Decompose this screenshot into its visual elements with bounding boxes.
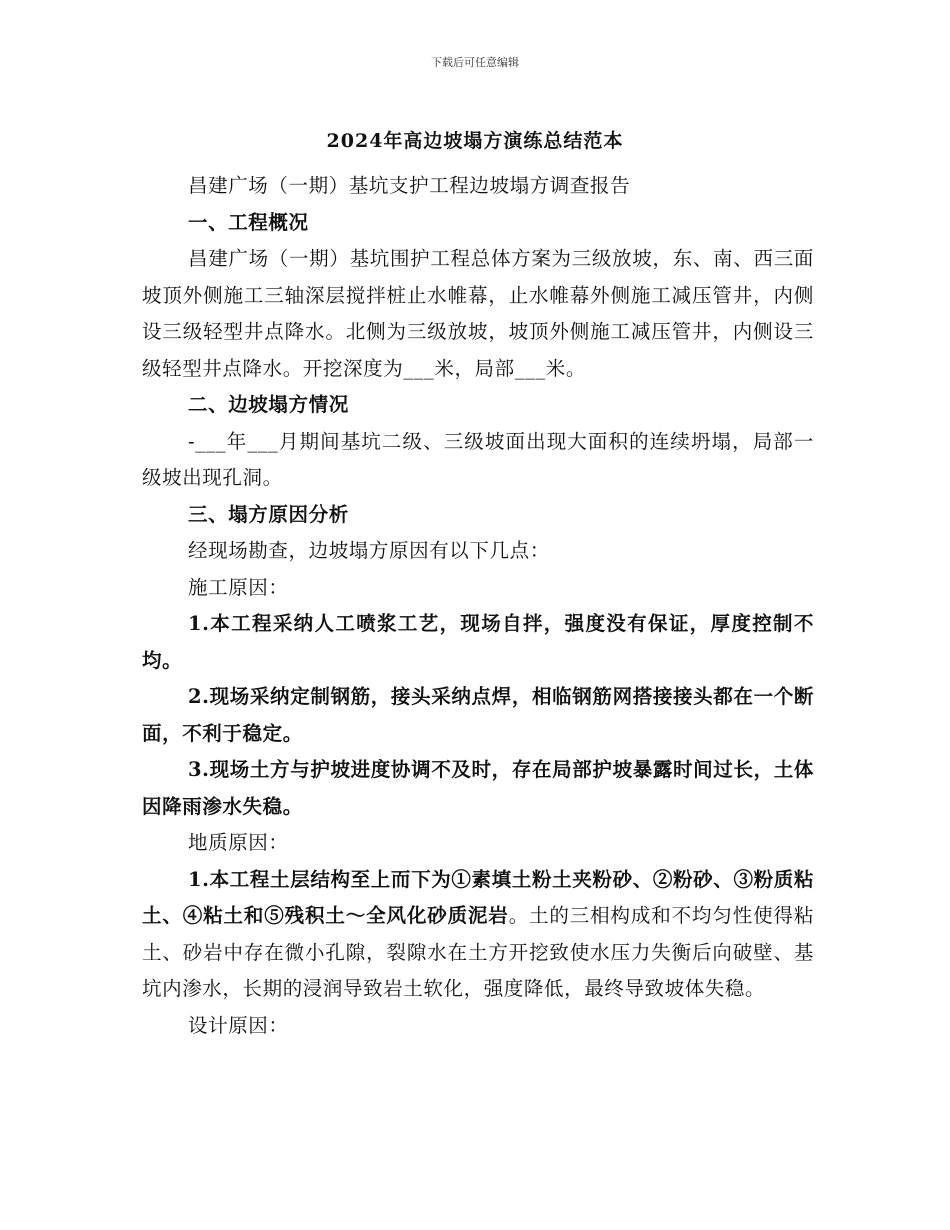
label-construction-causes: 施工原因：: [188, 575, 289, 599]
header-note: 下载后可任意编辑: [431, 56, 519, 69]
construction-cause-3: 3.现场土方与护坡进度协调不及时，存在局部护坡暴露时间过长，土体因降雨渗水失稳。: [142, 758, 814, 818]
label-geological-causes: 地质原因：: [188, 831, 289, 854]
label-design-causes: 设计原因：: [188, 1013, 289, 1037]
paragraph-survey: 经现场勘查，边坡塌方原因有以下几点：: [188, 539, 550, 562]
paragraph-overview: 昌建广场（一期）基坑围护工程总体方案为三级放坡，东、南、西三面坡顶外侧施工三轴深层搅拌桩止水帷幕，止水帷幕外侧施工减压管井，内侧设三级轻型井点降水。北侧为三级放坡，坡顶外侧施工减压管井，内侧设三级轻型井点降水。开挖深度为___米，局部___米。: [142, 247, 814, 380]
section-heading-causes: 三、塌方原因分析: [188, 502, 349, 526]
section-heading-overview: 一、工程概况: [188, 210, 309, 234]
construction-cause-2: 2.现场采纳定制钢筋，接头采纳点焊，相临钢筋网搭接接头都在一个断面，不利于稳定。: [142, 685, 814, 745]
geological-cause-1-bold: 1.本工程土层结构至上而下为①素填土粉土夹粉砂、②粉砂、③粉质粘土、④粘土和⑤残积土～全风化砂质泥岩: [142, 867, 814, 927]
document-body: [142, 168, 814, 1044]
construction-cause-1: 1.本工程采纳人工喷浆工艺，现场自拌，强度没有保证，厚度控制不均。: [142, 612, 814, 672]
paragraph-collapse: -___年___月期间基坑二级、三级坡面出现大面积的连续坍塌，局部一级坡出现孔洞。: [142, 429, 814, 489]
geological-cause-1: [142, 862, 814, 1008]
document-title: 2024年高边坡塌方演练总结范本: [326, 130, 624, 152]
section-heading-collapse: 二、边坡塌方情况: [188, 393, 349, 416]
report-subtitle: 昌建广场（一期）基坑支护工程边坡塌方调查报告: [188, 174, 631, 197]
geological-cause-1-rest: 。土的三相构成和不均匀性使得粘土、砂岩中存在微小孔隙，裂隙水在土方开挖致使水压力失衡后向破壁、基坑内渗水，长期的浸润导致岩土软化，强度降低，最终导致坡体失稳。: [142, 904, 814, 1000]
